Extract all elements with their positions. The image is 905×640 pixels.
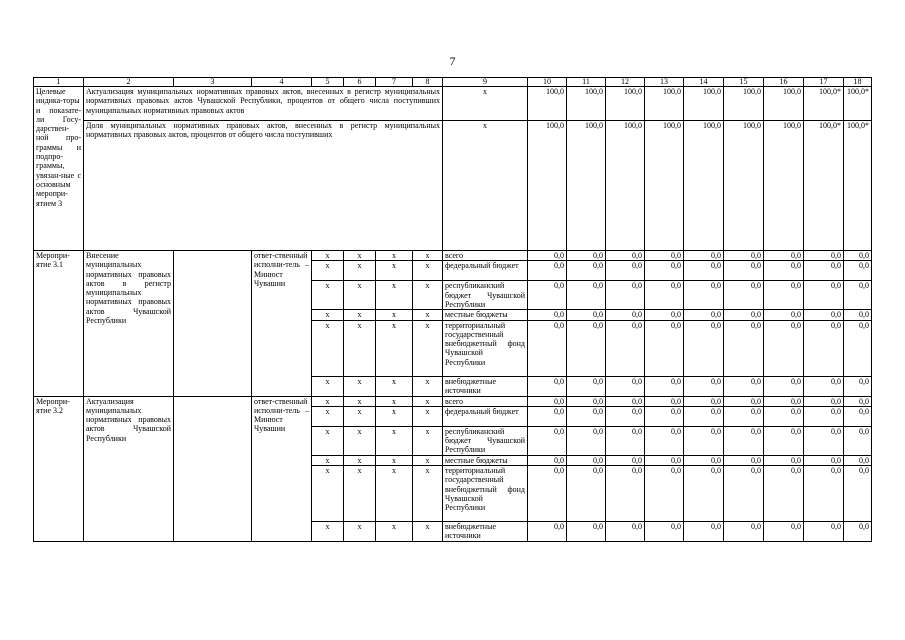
funding-value: 0,0 — [645, 522, 684, 542]
funding-value: 0,0 — [528, 281, 567, 310]
measure-x: x — [413, 396, 443, 406]
funding-value: 0,0 — [804, 406, 844, 426]
funding-value: 0,0 — [764, 251, 804, 261]
column-header: 6 — [344, 78, 376, 87]
target-value: 100,0 — [724, 87, 764, 121]
funding-value: 0,0 — [684, 455, 724, 465]
funding-value: 0,0 — [724, 261, 764, 281]
funding-value: 0,0 — [645, 261, 684, 281]
funding-value: 0,0 — [724, 310, 764, 320]
funding-value: 0,0 — [764, 281, 804, 310]
funding-value: 0,0 — [645, 376, 684, 396]
measure-x: x — [413, 522, 443, 542]
funding-value: 0,0 — [528, 251, 567, 261]
funding-value: 0,0 — [567, 281, 606, 310]
measure-x: x — [344, 406, 376, 426]
measure-x: x — [344, 376, 376, 396]
measure-x: x — [376, 251, 413, 261]
funding-value: 0,0 — [606, 396, 645, 406]
measure-row — [34, 396, 872, 406]
measure-x: x — [344, 522, 376, 542]
funding-value: 0,0 — [645, 396, 684, 406]
target-value: 100,0 — [567, 87, 606, 121]
measure-x: x — [312, 426, 344, 455]
funding-value: 0,0 — [567, 310, 606, 320]
measure-x: x — [312, 261, 344, 281]
funding-value: 0,0 — [724, 522, 764, 542]
column-header: 12 — [606, 78, 645, 87]
funding-value: 0,0 — [606, 466, 645, 522]
funding-value: 0,0 — [844, 522, 872, 542]
funding-value: 0,0 — [844, 261, 872, 281]
measure-name: Актуализация муниципальных нормативных правовых актов Чувашской Республики — [84, 396, 174, 542]
measure-x: x — [344, 310, 376, 320]
target-value: 100,0 — [645, 121, 684, 251]
target-value: 100,0* — [804, 87, 844, 121]
funding-value: 0,0 — [724, 455, 764, 465]
measure-x: x — [376, 320, 413, 376]
target-row — [34, 121, 872, 251]
target-value: 100,0* — [804, 121, 844, 251]
funding-value: 0,0 — [724, 396, 764, 406]
funding-value: 0,0 — [528, 320, 567, 376]
funding-source: республиканский бюджет Чувашской Республики — [443, 426, 528, 455]
measure-x: x — [312, 320, 344, 376]
funding-value: 0,0 — [606, 406, 645, 426]
funding-value: 0,0 — [804, 376, 844, 396]
column-header: 3 — [174, 78, 252, 87]
target-value: 100,0 — [528, 87, 567, 121]
funding-value: 0,0 — [567, 396, 606, 406]
funding-value: 0,0 — [724, 320, 764, 376]
funding-value: 0,0 — [528, 376, 567, 396]
funding-value: 0,0 — [844, 376, 872, 396]
measure-x: x — [413, 406, 443, 426]
measure-x: x — [312, 251, 344, 261]
funding-value: 0,0 — [684, 310, 724, 320]
measure-x: x — [344, 396, 376, 406]
funding-value: 0,0 — [606, 522, 645, 542]
funding-source: внебюджетные источники — [443, 376, 528, 396]
measure-x: x — [312, 376, 344, 396]
funding-value: 0,0 — [567, 261, 606, 281]
measure-x: x — [413, 251, 443, 261]
funding-value: 0,0 — [844, 281, 872, 310]
column-header: 9 — [443, 78, 528, 87]
funding-source: федеральный бюджет — [443, 406, 528, 426]
target-value: 100,0 — [684, 121, 724, 251]
target-value: 100,0 — [645, 87, 684, 121]
funding-value: 0,0 — [804, 396, 844, 406]
funding-value: 0,0 — [684, 522, 724, 542]
funding-value: 0,0 — [724, 251, 764, 261]
column-header: 1 — [34, 78, 84, 87]
measure-x: x — [376, 310, 413, 320]
funding-value: 0,0 — [567, 251, 606, 261]
target-value: 100,0 — [528, 121, 567, 251]
measure-empty-cell — [174, 251, 252, 397]
target-value: 100,0 — [606, 121, 645, 251]
measure-x: x — [376, 426, 413, 455]
measure-x: x — [312, 406, 344, 426]
measure-x: x — [344, 261, 376, 281]
funding-value: 0,0 — [606, 261, 645, 281]
funding-value: 0,0 — [804, 261, 844, 281]
funding-value: 0,0 — [804, 320, 844, 376]
measure-x: x — [413, 281, 443, 310]
funding-value: 0,0 — [764, 455, 804, 465]
funding-value: 0,0 — [567, 522, 606, 542]
target-text: Актуализация муниципальных нормативных правовых актов, внесенных в регистр муниципальных нормативных правовых актов Чувашской Республики, процентов от общего числа поступивших муниципальных нормативных правовых актов — [84, 87, 443, 121]
measure-x: x — [376, 281, 413, 310]
column-header: 15 — [724, 78, 764, 87]
target-value: 100,0 — [764, 121, 804, 251]
page-number: 7 — [449, 54, 456, 68]
funding-value: 0,0 — [764, 426, 804, 455]
measure-x: x — [344, 466, 376, 522]
measure-x: x — [376, 406, 413, 426]
column-header: 2 — [84, 78, 174, 87]
funding-value: 0,0 — [606, 310, 645, 320]
measure-x: x — [312, 522, 344, 542]
funding-value: 0,0 — [764, 376, 804, 396]
funding-value: 0,0 — [567, 466, 606, 522]
funding-value: 0,0 — [724, 281, 764, 310]
target-value: 100,0* — [844, 121, 872, 251]
funding-value: 0,0 — [844, 320, 872, 376]
funding-value: 0,0 — [684, 466, 724, 522]
funding-value: 0,0 — [764, 522, 804, 542]
funding-value: 0,0 — [804, 466, 844, 522]
funding-value: 0,0 — [645, 310, 684, 320]
funding-value: 0,0 — [684, 261, 724, 281]
funding-value: 0,0 — [528, 522, 567, 542]
measure-x: x — [413, 376, 443, 396]
funding-source: местные бюджеты — [443, 455, 528, 465]
target-value: 100,0 — [764, 87, 804, 121]
column-header: 5 — [312, 78, 344, 87]
funding-value: 0,0 — [528, 426, 567, 455]
measure-x: x — [413, 261, 443, 281]
funding-value: 0,0 — [804, 522, 844, 542]
target-value: 100,0 — [567, 121, 606, 251]
funding-value: 0,0 — [684, 376, 724, 396]
measure-label: Меропри-ятие 3.2 — [34, 396, 84, 542]
funding-source: всего — [443, 396, 528, 406]
measure-x: x — [413, 320, 443, 376]
funding-value: 0,0 — [804, 281, 844, 310]
measure-x: x — [376, 376, 413, 396]
funding-value: 0,0 — [528, 310, 567, 320]
funding-source: внебюджетные источники — [443, 522, 528, 542]
funding-value: 0,0 — [844, 251, 872, 261]
funding-value: 0,0 — [684, 320, 724, 376]
funding-value: 0,0 — [764, 310, 804, 320]
measure-x: x — [413, 310, 443, 320]
measure-x: x — [344, 320, 376, 376]
measure-name: Внесение муниципальных нормативных правовых актов в регистр муниципальных нормативных правовых актов Чувашской Республики — [84, 251, 174, 397]
funding-value: 0,0 — [844, 406, 872, 426]
measure-label: Меропри-ятие 3.1 — [34, 251, 84, 397]
funding-value: 0,0 — [724, 376, 764, 396]
funding-source: местные бюджеты — [443, 310, 528, 320]
funding-value: 0,0 — [764, 396, 804, 406]
funding-value: 0,0 — [844, 455, 872, 465]
header-row — [34, 78, 872, 87]
funding-source: республиканский бюджет Чувашской Республики — [443, 281, 528, 310]
column-header: 16 — [764, 78, 804, 87]
funding-value: 0,0 — [567, 455, 606, 465]
column-header: 18 — [844, 78, 872, 87]
measure-empty-cell — [174, 396, 252, 542]
funding-value: 0,0 — [764, 406, 804, 426]
funding-value: 0,0 — [567, 376, 606, 396]
target-value: 100,0 — [724, 121, 764, 251]
measure-executor: ответ-ственный исполни-тель – Минюст Чувашии — [252, 396, 312, 542]
measure-x: x — [376, 455, 413, 465]
funding-source: федеральный бюджет — [443, 261, 528, 281]
funding-value: 0,0 — [684, 426, 724, 455]
measure-x: x — [413, 455, 443, 465]
funding-value: 0,0 — [567, 426, 606, 455]
target-value: 100,0 — [684, 87, 724, 121]
funding-source: территориальный государственный внебюджетный фонд Чувашской Республики — [443, 320, 528, 376]
funding-value: 0,0 — [684, 281, 724, 310]
funding-value: 0,0 — [724, 406, 764, 426]
target-value: 100,0 — [606, 87, 645, 121]
column-header: 4 — [252, 78, 312, 87]
target-row — [34, 87, 872, 121]
target-x: x — [443, 87, 528, 121]
column-header: 11 — [567, 78, 606, 87]
funding-value: 0,0 — [844, 426, 872, 455]
measure-x: x — [312, 310, 344, 320]
measure-x: x — [312, 396, 344, 406]
funding-value: 0,0 — [606, 376, 645, 396]
funding-value: 0,0 — [804, 426, 844, 455]
measure-x: x — [376, 396, 413, 406]
table-body — [34, 78, 872, 542]
column-header: 8 — [413, 78, 443, 87]
measure-executor: ответ-ственный исполни-тель – Минюст Чувашии — [252, 251, 312, 397]
column-header: 17 — [804, 78, 844, 87]
funding-source: всего — [443, 251, 528, 261]
measure-x: x — [312, 455, 344, 465]
measure-x: x — [312, 466, 344, 522]
funding-value: 0,0 — [724, 426, 764, 455]
funding-value: 0,0 — [724, 466, 764, 522]
funding-value: 0,0 — [528, 406, 567, 426]
measure-x: x — [344, 455, 376, 465]
funding-value: 0,0 — [844, 310, 872, 320]
measure-x: x — [413, 426, 443, 455]
funding-value: 0,0 — [804, 455, 844, 465]
measure-x: x — [376, 466, 413, 522]
funding-value: 0,0 — [804, 251, 844, 261]
targets-label: Целевые индика-торы и показате-ли Госу-дарствен-ной про-граммы и подпро-граммы, увязан-ные с основным меропри-ятием 3 — [34, 87, 84, 251]
funding-value: 0,0 — [645, 455, 684, 465]
funding-value: 0,0 — [528, 466, 567, 522]
target-value: 100,0* — [844, 87, 872, 121]
target-x: x — [443, 121, 528, 251]
funding-value: 0,0 — [684, 406, 724, 426]
funding-value: 0,0 — [645, 281, 684, 310]
funding-value: 0,0 — [606, 281, 645, 310]
funding-value: 0,0 — [528, 261, 567, 281]
funding-value: 0,0 — [645, 320, 684, 376]
column-header: 10 — [528, 78, 567, 87]
target-text: Доля муниципальных нормативных правовых актов, внесенных в регистр муниципальных нормативных правовых актов, процентов от общего числа поступивших — [84, 121, 443, 251]
funding-value: 0,0 — [645, 406, 684, 426]
measure-row — [34, 251, 872, 261]
measure-x: x — [344, 281, 376, 310]
measure-x: x — [344, 426, 376, 455]
funding-value: 0,0 — [764, 261, 804, 281]
column-header: 14 — [684, 78, 724, 87]
funding-value: 0,0 — [528, 396, 567, 406]
funding-value: 0,0 — [645, 466, 684, 522]
funding-value: 0,0 — [606, 426, 645, 455]
funding-value: 0,0 — [645, 426, 684, 455]
funding-source: территориальный государственный внебюджетный фонд Чувашской Республики — [443, 466, 528, 522]
measure-x: x — [344, 251, 376, 261]
funding-value: 0,0 — [764, 466, 804, 522]
measure-x: x — [312, 281, 344, 310]
measure-x: x — [376, 261, 413, 281]
program-table — [33, 77, 872, 542]
funding-value: 0,0 — [567, 406, 606, 426]
funding-value: 0,0 — [844, 396, 872, 406]
funding-value: 0,0 — [684, 251, 724, 261]
column-header: 7 — [376, 78, 413, 87]
funding-value: 0,0 — [528, 455, 567, 465]
measure-x: x — [413, 466, 443, 522]
funding-value: 0,0 — [645, 251, 684, 261]
measure-x: x — [376, 522, 413, 542]
funding-value: 0,0 — [764, 320, 804, 376]
funding-value: 0,0 — [684, 396, 724, 406]
column-header: 13 — [645, 78, 684, 87]
funding-value: 0,0 — [606, 251, 645, 261]
funding-value: 0,0 — [844, 466, 872, 522]
funding-value: 0,0 — [606, 455, 645, 465]
funding-value: 0,0 — [804, 310, 844, 320]
funding-value: 0,0 — [567, 320, 606, 376]
funding-value: 0,0 — [606, 320, 645, 376]
